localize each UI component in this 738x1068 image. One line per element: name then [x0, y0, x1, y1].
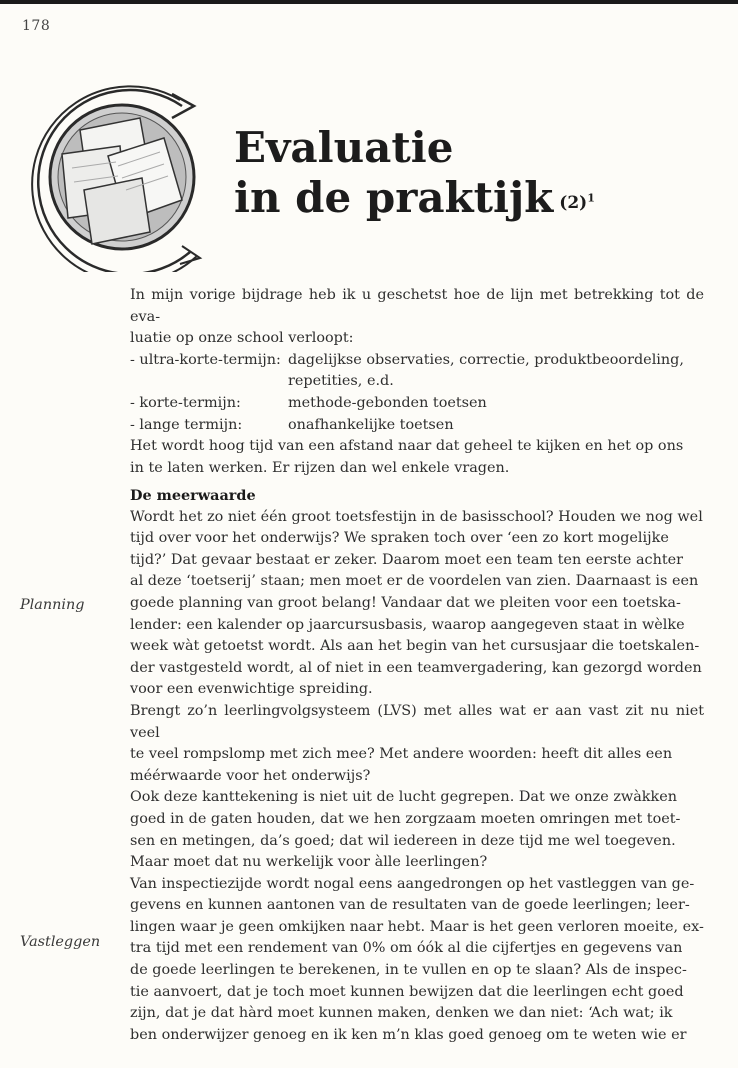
- body-line: tijd over voor het onderwijs? We spraken toch over ‘een zo kort mogelijke: [130, 530, 669, 547]
- list-desc-continued: repetities, e.d.: [288, 373, 394, 390]
- intro-line: luatie op onze school verloopt:: [130, 330, 354, 347]
- title-part-number: (2): [559, 193, 588, 213]
- section-heading: De meerwaarde: [130, 487, 256, 504]
- margin-note-vastleggen: Vastleggen: [20, 934, 101, 950]
- intro-line: In mijn vorige bijdrage heb ik u geschetst hoe de lijn met betrekking tot de eva-: [130, 287, 704, 325]
- page-number: 178: [22, 18, 51, 34]
- body-line: tra tijd met een rendement van 0% om óók al die cijfertjes en gegevens van: [130, 940, 683, 957]
- body-line: te veel rompslomp met zich mee? Met andere woorden: heeft dit alles een: [130, 746, 673, 763]
- body-line: Maar moet dat nu werkelijk voor àlle leerlingen?: [130, 854, 488, 871]
- body-line: goede planning van groot belang! Vandaar dat we pleiten voor een toetska-: [130, 594, 681, 611]
- title-line-1: Evaluatie: [234, 123, 454, 172]
- margin-note-planning: Planning: [20, 597, 85, 613]
- body-line: Wordt het zo niet één groot toetsfestijn in de basisschool? Houden we nog wel: [130, 508, 703, 525]
- body-line: tie aanvoert, dat je toch moet kunnen bewijzen dat die leerlingen echt goed: [130, 983, 684, 1000]
- list-term: - korte-termijn:: [130, 394, 241, 411]
- title-part: [559, 193, 595, 213]
- body-line: Van inspectiezijde wordt nogal eens aangedrongen op het vastleggen van ge-: [130, 875, 695, 892]
- body-line: week wàt getoetst wordt. Als aan het begin van het cursusjaar die toetskalen-: [130, 638, 700, 655]
- list-term: - lange termijn:: [130, 416, 243, 433]
- body-line: lingen waar je geen omkijken naar hebt. Maar is het geen verloren moeite, ex-: [130, 918, 704, 935]
- article-title: [234, 123, 595, 228]
- list-item: [130, 415, 704, 437]
- body-line: de goede leerlingen te berekenen, in te vullen en op te slaan? Als de inspec-: [130, 962, 687, 979]
- top-rule: [0, 0, 738, 4]
- body-line: goed in de gaten houden, dat we hen zorgzaam moeten omringen met toet-: [130, 810, 681, 827]
- list-desc: dagelijkse observaties, correctie, produktbeoordeling,: [288, 351, 684, 368]
- title-line-2-text: in de praktijk: [234, 173, 554, 222]
- title-line-2: [234, 173, 595, 228]
- body-line: lender: een kalender op jaarcursusbasis, waarop aangegeven staat in wèlke: [130, 616, 685, 633]
- body-line: voor een evenwichtige spreiding.: [130, 681, 373, 698]
- body-line: Ook deze kanttekening is niet uit de lucht gegrepen. Dat we onze zwàkken: [130, 789, 678, 806]
- papers-logo-icon: [22, 82, 222, 272]
- body-line: al deze ‘toetserij’ staan; men moet er de voordelen van zien. Daarnaast is een: [130, 573, 699, 590]
- section-meerwaarde: [130, 485, 704, 1046]
- list-desc: onafhankelijke toetsen: [288, 416, 454, 433]
- intro-block: [130, 285, 704, 479]
- intro-line: Het wordt hoog tijd van een afstand naar dat geheel te kijken en het op ons: [130, 438, 684, 455]
- body-line: der vastgesteld wordt, al of niet in een teamvergadering, kan gezorgd worden: [130, 659, 702, 676]
- title-footnote-mark: 1: [587, 191, 595, 205]
- body-line: méérwaarde voor het onderwijs?: [130, 767, 371, 784]
- list-term: - ultra-korte-termijn:: [130, 351, 281, 368]
- body-line: ben onderwijzer genoeg en ik ken m’n klas goed genoeg om te weten wie er: [130, 1026, 687, 1043]
- body-line: tijd?’ Dat gevaar bestaat er zeker. Daarom moet een team ten eerste achter: [130, 551, 684, 568]
- body-line: zijn, dat je dat hàrd moet kunnen maken, denken we dan niet: ‘Ach wat; ik: [130, 1005, 673, 1022]
- list-item: [130, 393, 704, 415]
- list-desc: methode-gebonden toetsen: [288, 394, 487, 411]
- intro-line: in te laten werken. Er rijzen dan wel enkele vragen.: [130, 459, 510, 476]
- body-line: Brengt zo’n leerlingvolgsysteem (LVS) met alles wat er aan vast zit nu niet veel: [130, 702, 704, 741]
- body-line: gevens en kunnen aantonen van de resultaten van de goede leerlingen; leer-: [130, 897, 690, 914]
- list-item: [130, 350, 704, 372]
- body-line: sen en metingen, da’s goed; dat wil iedereen in deze tijd me wel toegeven.: [130, 832, 676, 849]
